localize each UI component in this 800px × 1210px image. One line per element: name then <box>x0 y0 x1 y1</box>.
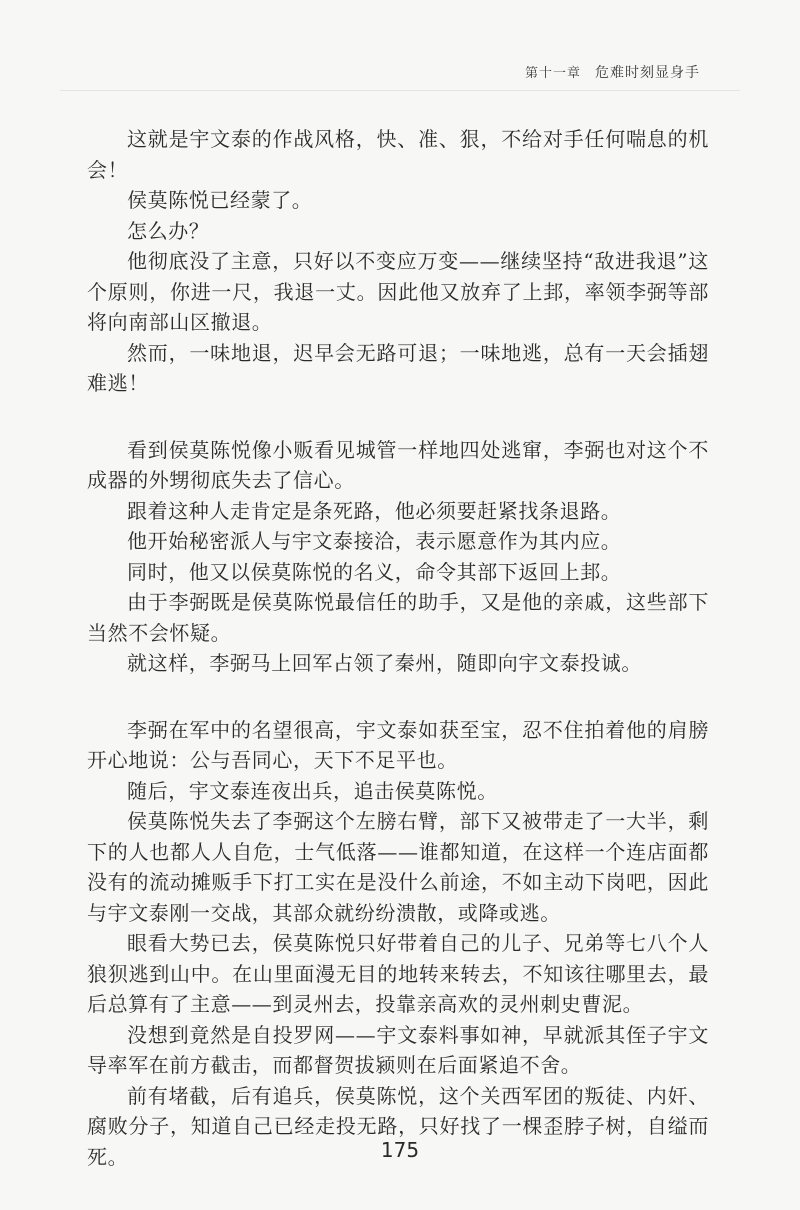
section-break <box>87 399 709 435</box>
chapter-number: 第十一章 <box>524 66 581 81</box>
paragraph: 李弼在军中的名望很高，宇文泰如获至宝，忍不住拍着他的肩膀开心地说：公与吾同心，天下不足平也。 <box>87 717 709 772</box>
paragraph: 这就是宇文泰的作战风格，快、准、狠，不给对手任何喘息的机会！ <box>87 127 709 182</box>
paragraph: 然而，一味地退，迟早会无路可退；一味地逃，总有一天会插翅难逃！ <box>87 340 709 395</box>
chapter-title: 危难时刻显身手 <box>595 65 700 81</box>
paragraph: 同时，他又以侯莫陈悦的名义，命令其部下返回上邽。 <box>127 559 622 584</box>
paragraph: 侯莫陈悦失去了李弼这个左膀右臂，部下又被带走了一大半，剩下的人也都人人自危，士气低落——谁都知道，在这样一个连店面都没有的流动摊贩手下打工实在是没什么前途，不如主动下岗吧，因此与宇文泰刚一交战，其部众就纷纷溃散，或降或逃。 <box>87 809 709 925</box>
running-header <box>525 62 700 82</box>
paragraph: 没想到竟然是自投罗网——宇文泰料事如神，早就派其侄子宇文导率军在前方截击，而都督贺拔颍则在后面紧追不舍。 <box>87 1022 709 1077</box>
paragraph: 他开始秘密派人与宇文泰接洽，表示愿意作为其内应。 <box>127 529 622 553</box>
paragraph: 就这样，李弼马上回军占领了秦州，随即向宇文泰投诚。 <box>127 651 642 675</box>
paragraph: 前有堵截，后有追兵，侯莫陈悦，这个关西军团的叛徒、内奸、腐败分子，知道自己已经走投无路，只好找了一棵歪脖子树，自缢而死。 <box>87 1083 709 1169</box>
page-number: 175 <box>380 1138 420 1162</box>
paragraph: 眼看大势已去，侯莫陈悦只好带着自己的儿子、兄弟等七八个人狼狈逃到山中。在山里面漫无目的地转来转去，不知该往哪里去，最后总算有了主意——到灵州去，投靠亲高欢的灵州刺史曹泥。 <box>87 931 709 1016</box>
paragraph: 随后，宇文泰连夜出兵，追击侯莫陈悦。 <box>127 778 498 803</box>
paragraph: 怎么办？ <box>127 218 210 243</box>
section-break <box>87 679 709 715</box>
paragraph: 由于李弼既是侯莫陈悦最信任的助手，又是他的亲戚，这些部下当然不会怀疑。 <box>87 590 709 645</box>
paragraph: 跟着这种人走肯定是条死路，他必须要赶紧找条退路。 <box>127 498 622 523</box>
header-divider <box>60 90 740 91</box>
paragraph: 他彻底没了主意，只好以不变应万变——继续坚持“敌进我退”这个原则，你进一尺，我退一丈。因此他又放弃了上邽，率领李弼等部将向南部山区撤退。 <box>87 249 709 334</box>
paragraph: 看到侯莫陈悦像小贩看见城管一样地四处逃窜，李弼也对这个不成器的外甥彻底失去了信心。 <box>87 437 709 492</box>
body-text <box>87 124 709 1172</box>
paragraph: 侯莫陈悦已经蒙了。 <box>127 188 313 212</box>
